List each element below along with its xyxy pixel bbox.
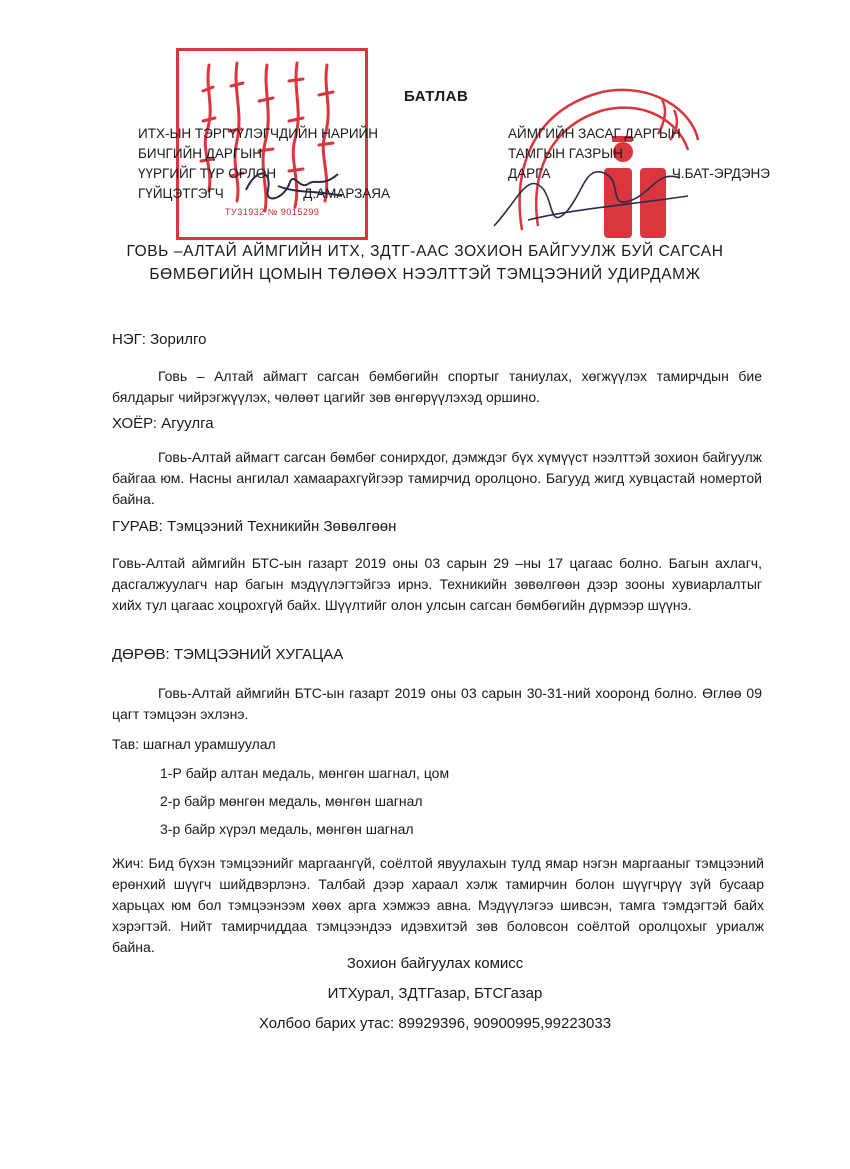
section-2-body: Говь-Алтай аймагт сагсан бөмбөг сонирхдог, дэмждэг бүх хүмүүст нээлттэй зохион байгуулж байгаа юм. Насны ангилал хамаарахгүйгээр тамирчид оролцоно. Багууд жигд хувцастай номертой байна. bbox=[112, 449, 762, 507]
section-3-heading: ГУРАВ: Тэмцээний Техникийн Зөвөлгөөн bbox=[112, 518, 397, 535]
right-signatory-title: ДАРГА bbox=[508, 166, 551, 181]
organizers-list: ИТХурал, ЗДТГазар, БТСГазар bbox=[327, 985, 543, 1002]
left-signatory-line: ИТХ-ЫН ТЭРГҮҮЛЭГЧДИЙН НАРИЙН bbox=[138, 126, 379, 141]
section-4-body: Говь-Алтай аймгийн БТС-ын газарт 2019 оны 03 сарын 30-31-ний хооронд болно. Өглөө 09 цагт тэмцээн эхлэнэ. bbox=[112, 685, 762, 722]
prize-item: 2-р байр мөнгөн медаль, мөнгөн шагнал bbox=[160, 793, 423, 809]
document-title-line-2: БӨМБӨГИЙН ЦОМЫН ТӨЛӨӨХ НЭЭЛТТЭЙ ТЭМЦЭЭНИЙ УДИРДАМЖ bbox=[149, 266, 701, 283]
section-4-heading: ДӨРӨВ: ТЭМЦЭЭНИЙ ХУГАЦАА bbox=[112, 646, 344, 663]
approve-heading: БАТЛАВ bbox=[404, 88, 469, 105]
section-3-body: Говь-Алтай аймгийн БТС-ын газарт 2019 оны 03 сарын 29 –ны 17 цагаас болно. Багын ахлагч, дасгалжуулагч нар багын мэдүүлэгтэйгээ ирнэ. Техникийн зөвөлгөөн дээр зооны хувиарлалтыг хийх тул цагаас хоцрохгүй байх. Шүүлтийг олон улсын сагсан бөмбөгийн дүрмээр шүүнэ. bbox=[112, 555, 762, 613]
note-paragraph: Жич: Бид бүхэн тэмцээнийг маргаангүй, соёлтой явуулахын тулд ямар нэгэн маргааныг тэмцээний ерөнхий шүүгч шийдвэрлэнэ. Талбай дээр хараал хэлж тамирчин болон шүүгчрүү зүй бусаар харьцах юм бол тэмцээнээм хөөх арга хэмжээ авна. Мэдүүлэгээ шивсэн, тамга тэмдэгтэй байх хэрэгтэй. Нийт тамирчиддаа тэмцээндээ идэвхитэй зөв боловсон соёлтой оролцохыг уриалж байна. bbox=[112, 855, 764, 955]
left-signature bbox=[238, 160, 348, 210]
left-signatory-line: БИЧГИЙН ДАРГЫН bbox=[138, 146, 262, 161]
left-signatory-title: ГҮЙЦЭТГЭГЧ bbox=[138, 186, 224, 201]
left-signatory-line: ҮҮРГИЙГ ТҮР ОРЛОН bbox=[138, 166, 277, 181]
section-1-heading: НЭГ: Зорилго bbox=[112, 331, 207, 348]
document-title-line-1: ГОВЬ –АЛТАЙ АЙМГИЙН ИТХ, ЗДТГ-ААС ЗОХИОН БАЙГУУЛЖ БУЙ САГСАН bbox=[126, 243, 724, 260]
left-signatory-name: Д.АМАРЗАЯА bbox=[303, 186, 390, 201]
right-signature bbox=[488, 150, 698, 240]
committee-label: Зохион байгуулах комисс bbox=[346, 955, 524, 972]
section-2-heading: ХОЁР: Агуулга bbox=[112, 415, 214, 432]
stamp-serial-number: ТУ31932 № 9015299 bbox=[225, 207, 320, 217]
right-signatory-line: ТАМГЫН ГАЗРЫН bbox=[508, 146, 623, 161]
prize-item: 1-Р байр алтан медаль, мөнгөн шагнал, цом bbox=[160, 765, 450, 781]
contact-phone: Холбоо барих утас: 89929396, 90900995,99223033 bbox=[258, 1015, 612, 1032]
prize-item: 3-р байр хүрэл медаль, мөнгөн шагнал bbox=[160, 821, 414, 837]
right-signatory-line: АЙМГИЙН ЗАСАГ ДАРГЫН bbox=[508, 126, 681, 141]
right-signatory-name: Ч.БАТ-ЭРДЭНЭ bbox=[671, 166, 770, 181]
section-1-body: Говь – Алтай аймагт сагсан бөмбөгийн спортыг таниулах, хөгжүүлэх тамирчдын бие бялдарыг чийрэгжүүлэх, чөлөөт цагийг зөв өнгөрүүлэхэд оршино. bbox=[112, 368, 762, 405]
section-5-heading: Тав: шагнал урамшуулал bbox=[112, 736, 276, 752]
